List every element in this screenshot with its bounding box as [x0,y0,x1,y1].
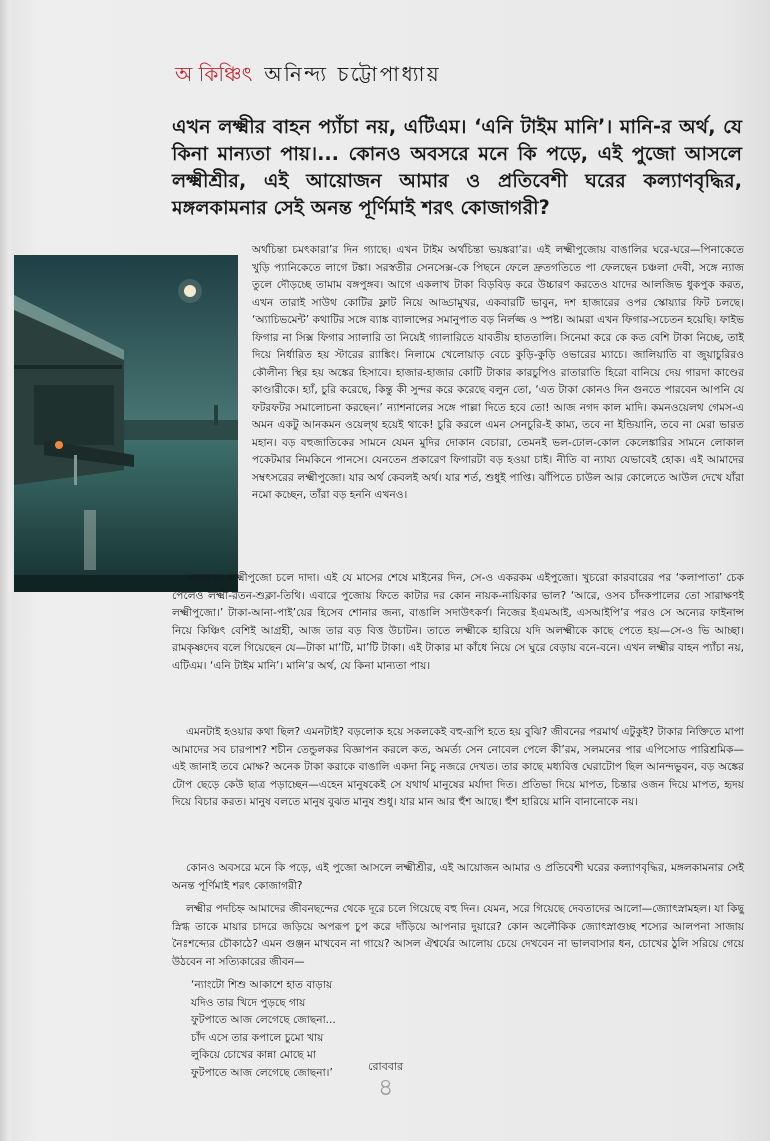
poem-line: যদিও তার খিদে পুড়ছে গায় [191,996,306,1009]
poem-line: ফুটপাতে আজ লেগেছে জোছনা।’ [191,1066,333,1079]
house-beam [14,365,122,369]
moon-reflection [84,510,96,570]
lantern-glow-icon [55,441,63,449]
poem-line: লুকিয়ে চোখের কান্না মোছে মা [191,1049,316,1061]
body-paragraph-3: এমনটাই হওয়ার কথা ছিল? এমনটাই? বড়লোক হয়ে সকলকেই বহু-রূপি হতে হয় বুঝি? জীবনের পরমার্থ এটুকুই? টাকার নিক্তিতে মাপা আমাদের সব চারপাশ? শচীন তেন্ডুলকর বিজ্ঞাপন করলে কত, অমর্ত্য সেন নোবেল পেলে কী’রম, সলমনের পার এপিসোড পারিশ্রমিক—এই জানাই তবে মোক্ষ? অনেক টাকা করাকে বাঙালি একদা নিচু নজরে দেখত। তার কাছে মধ্যবিত্ত ঘেরাটোপ ছিল আনন্দভুবন, বড় অঙ্কের টোপ ছেড়ে কেউ ছাত্র পড়াচ্ছেন—এহেন মানুষকেই সে যথার্থ মানুষের মর্যাদা দিত। প্রতিভা দিয়ে মাপত, চিন্তার ওজন দিয়ে মাপত, হৃদয় দিয়ে বিচার করত। মানুষ বলতে মানুষ বুঝত মানুষ শুধু। যার মান আর হুঁশ আছে। হুঁশ হারিয়ে মানি বানানোকে নয়। [172,726,744,808]
lower-house [34,385,114,445]
smoke-trail [74,455,77,485]
page-footer [368,1058,403,1099]
poem-line: ‘ন্যাংটো শিশু আকাশে হাত বাড়ায় [191,979,333,991]
poem-line: চাঁদ এসে তার কপালে চুমো খায় [191,1031,324,1044]
woodblock-illustration [14,255,238,592]
page-gutter [0,0,10,1141]
poem-line: ফুটপাতে আজ লেগেছে জোছনা... [191,1014,336,1026]
column-header [175,60,441,93]
body-paragraph-4: কোনও অবসরে মনে কি পড়ে, এই পুজো আসলে লক্ষ্মীশ্রীর, এই আয়োজন আমার ও প্রতিবেশী ঘরের কল্যাণবৃদ্ধির, মঙ্গলকামনার সেই অনন্ত পূর্ণিমাই শরৎ কোজাগরী? [172,862,744,892]
poem-quote [191,977,336,1082]
magazine-brand: রোববার [368,1060,404,1073]
body-paragraph-2: সারাবছর লক্ষ্মীপুজো চলে দাদা। এই যে মাসের শেষে মাইনের দিন, সে-ও একরকম এইপুজো। খুচরো কারবারের পর ‘কলাপাতা’ চেক পেলেও লক্ষ্মী-রতন-শুক্লা-তিথি। এবারে পুজোয় ফিতে কাটার দর কোন নায়ক-নায়িকার ভাল? ‘আরে, ওসব চাঁদকপালের তো সারাক্ষণই লক্ষ্মীপুজো।’ টাকা-আনা-পাই’য়ের হিসেব শোনার জন্য, বাঙালি সদাউৎকর্ণ। নিজের ইএমআই, এসআইপি’র পরও সে অন্যের ফাইনান্স নিয়ে কিঞ্চিৎ বেশিই আগ্রহী, আজ তার বড় বিত্ত উচাটন। তাতে লক্ষ্মীকে হারিয়ে যদি অলক্ষ্মীকে কাছে পেতে হয়—সে-ও ভি আচ্ছা। রামকৃষ্ণদেব বলে গিয়েছেন যে—টাকা মা’টি, মা’টি টাকা। এই টাকার মা কাঁধে নিয়ে সে ঘুরে বেড়ায় বনে-বনে। এখন লক্ষ্মীর বাহন প্যাঁচা নয়, এটিএম। ‘এনি টাইম মানি’। মানি’র অর্থ, যে কিনা মান্যতা পায়। [172,572,744,672]
body-paragraph-1: অর্থচিন্তা চমৎকারা’র দিন গ্যাছে। এখন টাইম অর্থচিন্তা ভয়ঙ্করা’র। এই লক্ষ্মীপুজোয় বাঙালির ঘরে-ঘরে—পিনাকেতে খুড়ি প্যানিকেতে লাগে টঙ্কা। সরস্বতীর সেনসেক্স-কে পিছনে ফেলে দ্রুতগতিতে পা ফেলছেন চঞ্চলা দেবী, সঙ্গে ন্যাজ তুলে দৌড়চ্ছে তামাম বঙ্গপুঙ্গব। আগে একলাখ টাকা বিড়বিড় করে উচ্চারণ করতেও যাদের আলজিভ ধুকপুক করত, এখন তারাই সাউথ কোটির ফ্লাট নিয়ে আড্ডামুখর, একবারটি ভাবুন, দশ হাজারের ওপর স্কোয়্যার ফিট চলছে। ‘অ্যাচিভমেন্ট’ কথাটির সঙ্গে ব্যাঙ্ক ব্যালান্সের সমানুপাত বড় নির্লজ্জ ও স্পষ্ট। আমরা এখন ফিগার-সচেতন হয়েছি। ফাইভ ফিগার না সিক্স ফিগার স্যালারি তা নিয়েই গ্যালারিতে যাবতীয় হাততালি। সিনেমা করে কে কত বেশি টাকা নিচ্ছে, তাই দিয়ে নির্ধারিত হয় স্টারের র‍্যাঙ্কিং। নিলামে খেলোয়াড় বেচে কুড়ি-কুড়ি ওভারের ম্যাচে। জালিয়াতি বা জুয়াচুরিরও কৌলীন্য স্থির হয় অঙ্কের হিসাবে। হাজার-হাজার কোটি টাকার কারচুপিও রাতারাতি হিরো বানিয়ে দেয় গারদা কাণ্ডের কাণ্ডারীকে। হ্যাঁ, চুরি করেছে, কিন্তু কী সুন্দর করে করেছে বলুন তো, ‘এত টাকা কোনও দিন গুনতে পারবেন আপনি যে ফটরফটর সমালোচনা করছেন।’ ন্যাশনালের সঙ্গে পাল্লা দিতে হবে তো! আজ নগদ কাল মাদি। কমনওয়েলথ গেমস-এ অমন একটু আনকমন ওয়েল্থ হয়েই থাকে! চুরি করলে এমন সেনচুরি-ই কাম্য, তবে না ইন্ডিয়ানি, তবে না মেরা ভারত মহান। বড় বহুজাতিকের সামনে যেমন মুদির দোকান বেচারা, তেমনই ভল-ঢোল-কোল কেলেঙ্কারির সামনে লোকাল পকেটমার নিমকিনে পানসে। যেনতেন প্রকারেণ ফিগারটা বড় হওয়া চাই। নীতি বা ন্যায্য যেভাবেই হোক। এই আমাদের সম্বৎসরের লক্ষ্মীপুজো। যার অর্থ কেবলই অর্থ। যার শর্ত, শুধুই পাপ্তি। ঝাঁপিতে চাউল আর কোলেতে আউল দেখে যাঁরা নমো কচ্ছেন, তাঁরা বড় হননি এখনও। [252,244,744,501]
series-title: অ কিঞ্চিৎ [175,62,253,86]
page-number: ৪ [377,1073,394,1101]
moonlit-river-village-print-icon [14,255,238,592]
intro-paragraph: এখন লক্ষ্মীর বাহন প্যাঁচা নয়, এটিএম। ‘এনি টাইম মানি’। মানি-র অর্থ, যে কিনা মান্যতা পায়।... কোনও অবসরে মনে কি পড়ে, এই পুজো আসলে লক্ষ্মীশ্রীর, এই আয়োজন আমার ও প্রতিবেশী ঘরের কল্যাণবৃদ্ধির, মঙ্গলকামনার সেই অনন্ত পূর্ণিমাই শরৎ কোজাগরী? [172,115,742,219]
body-paragraph-5: লক্ষ্মীর পদচিহ্ন আমাদের জীবনছন্দের থেকে দূরে চলে গিয়েছে বহু দিন। যেমন, সরে গিয়েছে দেবতাদের আলো—জ্যোৎস্নামহল। যা কিছু স্নিগ্ধ তাকে মায়ার চাদরে জড়িয়ে অপরূপ চুপ করে দাঁড়িয়ে আপনার দুয়ারে? কোন অলৌকিক জ্যোৎস্নাগুচ্ছ শস্যের আলপনা সাজায় নৈঃশব্দ্যের চৌকাঠে? এমন গুঞ্জন মাখবেন না গায়ে? আসল ঐশ্বর্যের আলোয় চেয়ে দেখবেন না ভালবাসার ধন, চোখের ঠুলি সরিয়ে গেয়ে উঠবেন না সত্যিকারের জীবন— [172,903,744,968]
chimney [214,405,218,425]
author-name: অনিন্দ্য চট্টোপাধ্যায় [264,62,442,86]
moon-glow [178,279,202,303]
